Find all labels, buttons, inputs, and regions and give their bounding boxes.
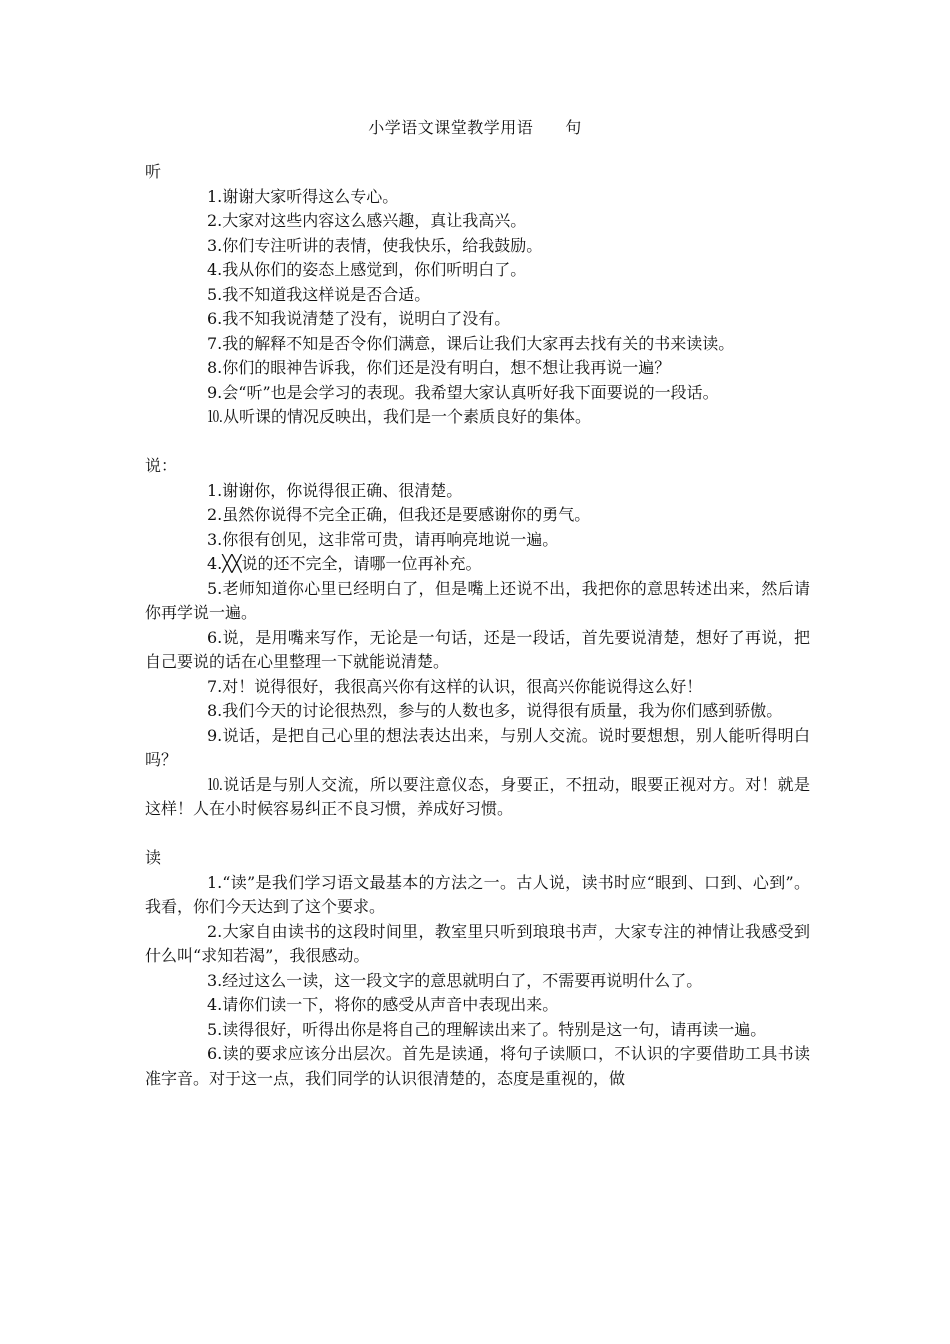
section-listen <box>145 160 810 430</box>
list-item: 2.大家自由读书的这段时间里，教室里只听到琅琅书声，大家专注的神情让我感受到什么叫“求知若渴”，我很感动。 <box>145 921 810 965</box>
list-item: 6.说，是用嘴来写作，无论是一句话，还是一段话，首先要说清楚，想好了再说，把自己要说的话在心里整理一下就能说清楚。 <box>145 627 810 671</box>
list-item: 9.说话，是把自己心里的想法表达出来，与别人交流。说时要想想，别人能听得明白吗？ <box>145 725 810 769</box>
list-item: ⒑说话是与别人交流，所以要注意仪态，身要正，不扭动，眼要正视对方。对！就是这样！人在小时候容易纠正不良习惯，养成好习惯。 <box>145 774 810 818</box>
list-item: 2.虽然你说得不完全正确，但我还是要感谢你的勇气。 <box>207 505 591 524</box>
list-item: 4.我从你们的姿态上感觉到，你们听明白了。 <box>207 260 527 279</box>
list-item: 4.请你们读一下，将你的感受从声音中表现出来。 <box>207 995 559 1014</box>
section-spacer <box>145 430 810 455</box>
list-item: 3.经过这么一读，这一段文字的意思就明白了，不需要再说明什么了。 <box>207 970 703 990</box>
list-item: 3.你们专注听讲的表情，使我快乐，给我鼓励。 <box>207 235 543 255</box>
list-item: 1.谢谢你，你说得很正确、很清楚。 <box>207 480 463 500</box>
section-spacer <box>145 822 810 847</box>
list-item: 1.谢谢大家听得这么专心。 <box>207 186 399 206</box>
list-item: 8.你们的眼神告诉我，你们还是没有明白，想不想让我再说一遍？ <box>207 358 671 377</box>
title-main: 小学语文课堂教学用语 <box>368 118 534 137</box>
section-speak <box>145 454 810 822</box>
list-item: 3.你很有创见，这非常可贵，请再响亮地说一遍。 <box>207 529 559 549</box>
section-heading-listen: 听 <box>145 162 162 181</box>
document-title <box>0 115 950 138</box>
list-item: 6.我不知我说清楚了没有，说明白了没有。 <box>207 309 511 328</box>
list-item: 2.大家对这些内容这么感兴趣，真让我高兴。 <box>207 211 527 230</box>
list-item: 5.我不知道我这样说是否合适。 <box>207 284 431 304</box>
section-read <box>145 846 810 1091</box>
section-heading-read: 读 <box>145 848 162 867</box>
list-item: 9.会“听”也是会学习的表现。我希望大家认真听好我下面要说的一段话。 <box>207 382 719 402</box>
list-item: 5.老师知道你心里已经明白了，但是嘴上还说不出，我把你的意思转述出来，然后请你再学说一遍。 <box>145 578 810 622</box>
list-item: 7.对！说得很好，我很高兴你有这样的认识，很高兴你能说得这么好！ <box>207 676 703 696</box>
list-item: 1.“读”是我们学习语文最基本的方法之一。古人说，读书时应“眼到、口到、心到”。我看，你们今天达到了这个要求。 <box>145 872 810 916</box>
list-item: ⒑从听课的情况反映出，我们是一个素质良好的集体。 <box>207 407 592 426</box>
list-item: 4.╳╳说的还不完全，请哪一位再补充。 <box>207 554 482 573</box>
list-item: 5.读得很好，听得出你是将自己的理解读出来了。特别是这一句，请再读一遍。 <box>207 1019 767 1039</box>
title-suffix: 句 <box>565 118 582 137</box>
document-body <box>145 160 810 1091</box>
list-item: 6.读的要求应该分出层次。首先是读通，将句子读顺口，不认识的字要借助工具书读准字音。对于这一点，我们同学的认识很清楚的，态度是重视的，做 <box>145 1044 810 1088</box>
list-item: 7.我的解释不知是否令你们满意，课后让我们大家再去找有关的书来读读。 <box>207 333 735 353</box>
section-heading-speak: 说： <box>145 456 178 475</box>
list-item: 8.我们今天的讨论很热烈，参与的人数也多，说得很有质量，我为你们感到骄傲。 <box>207 701 783 720</box>
